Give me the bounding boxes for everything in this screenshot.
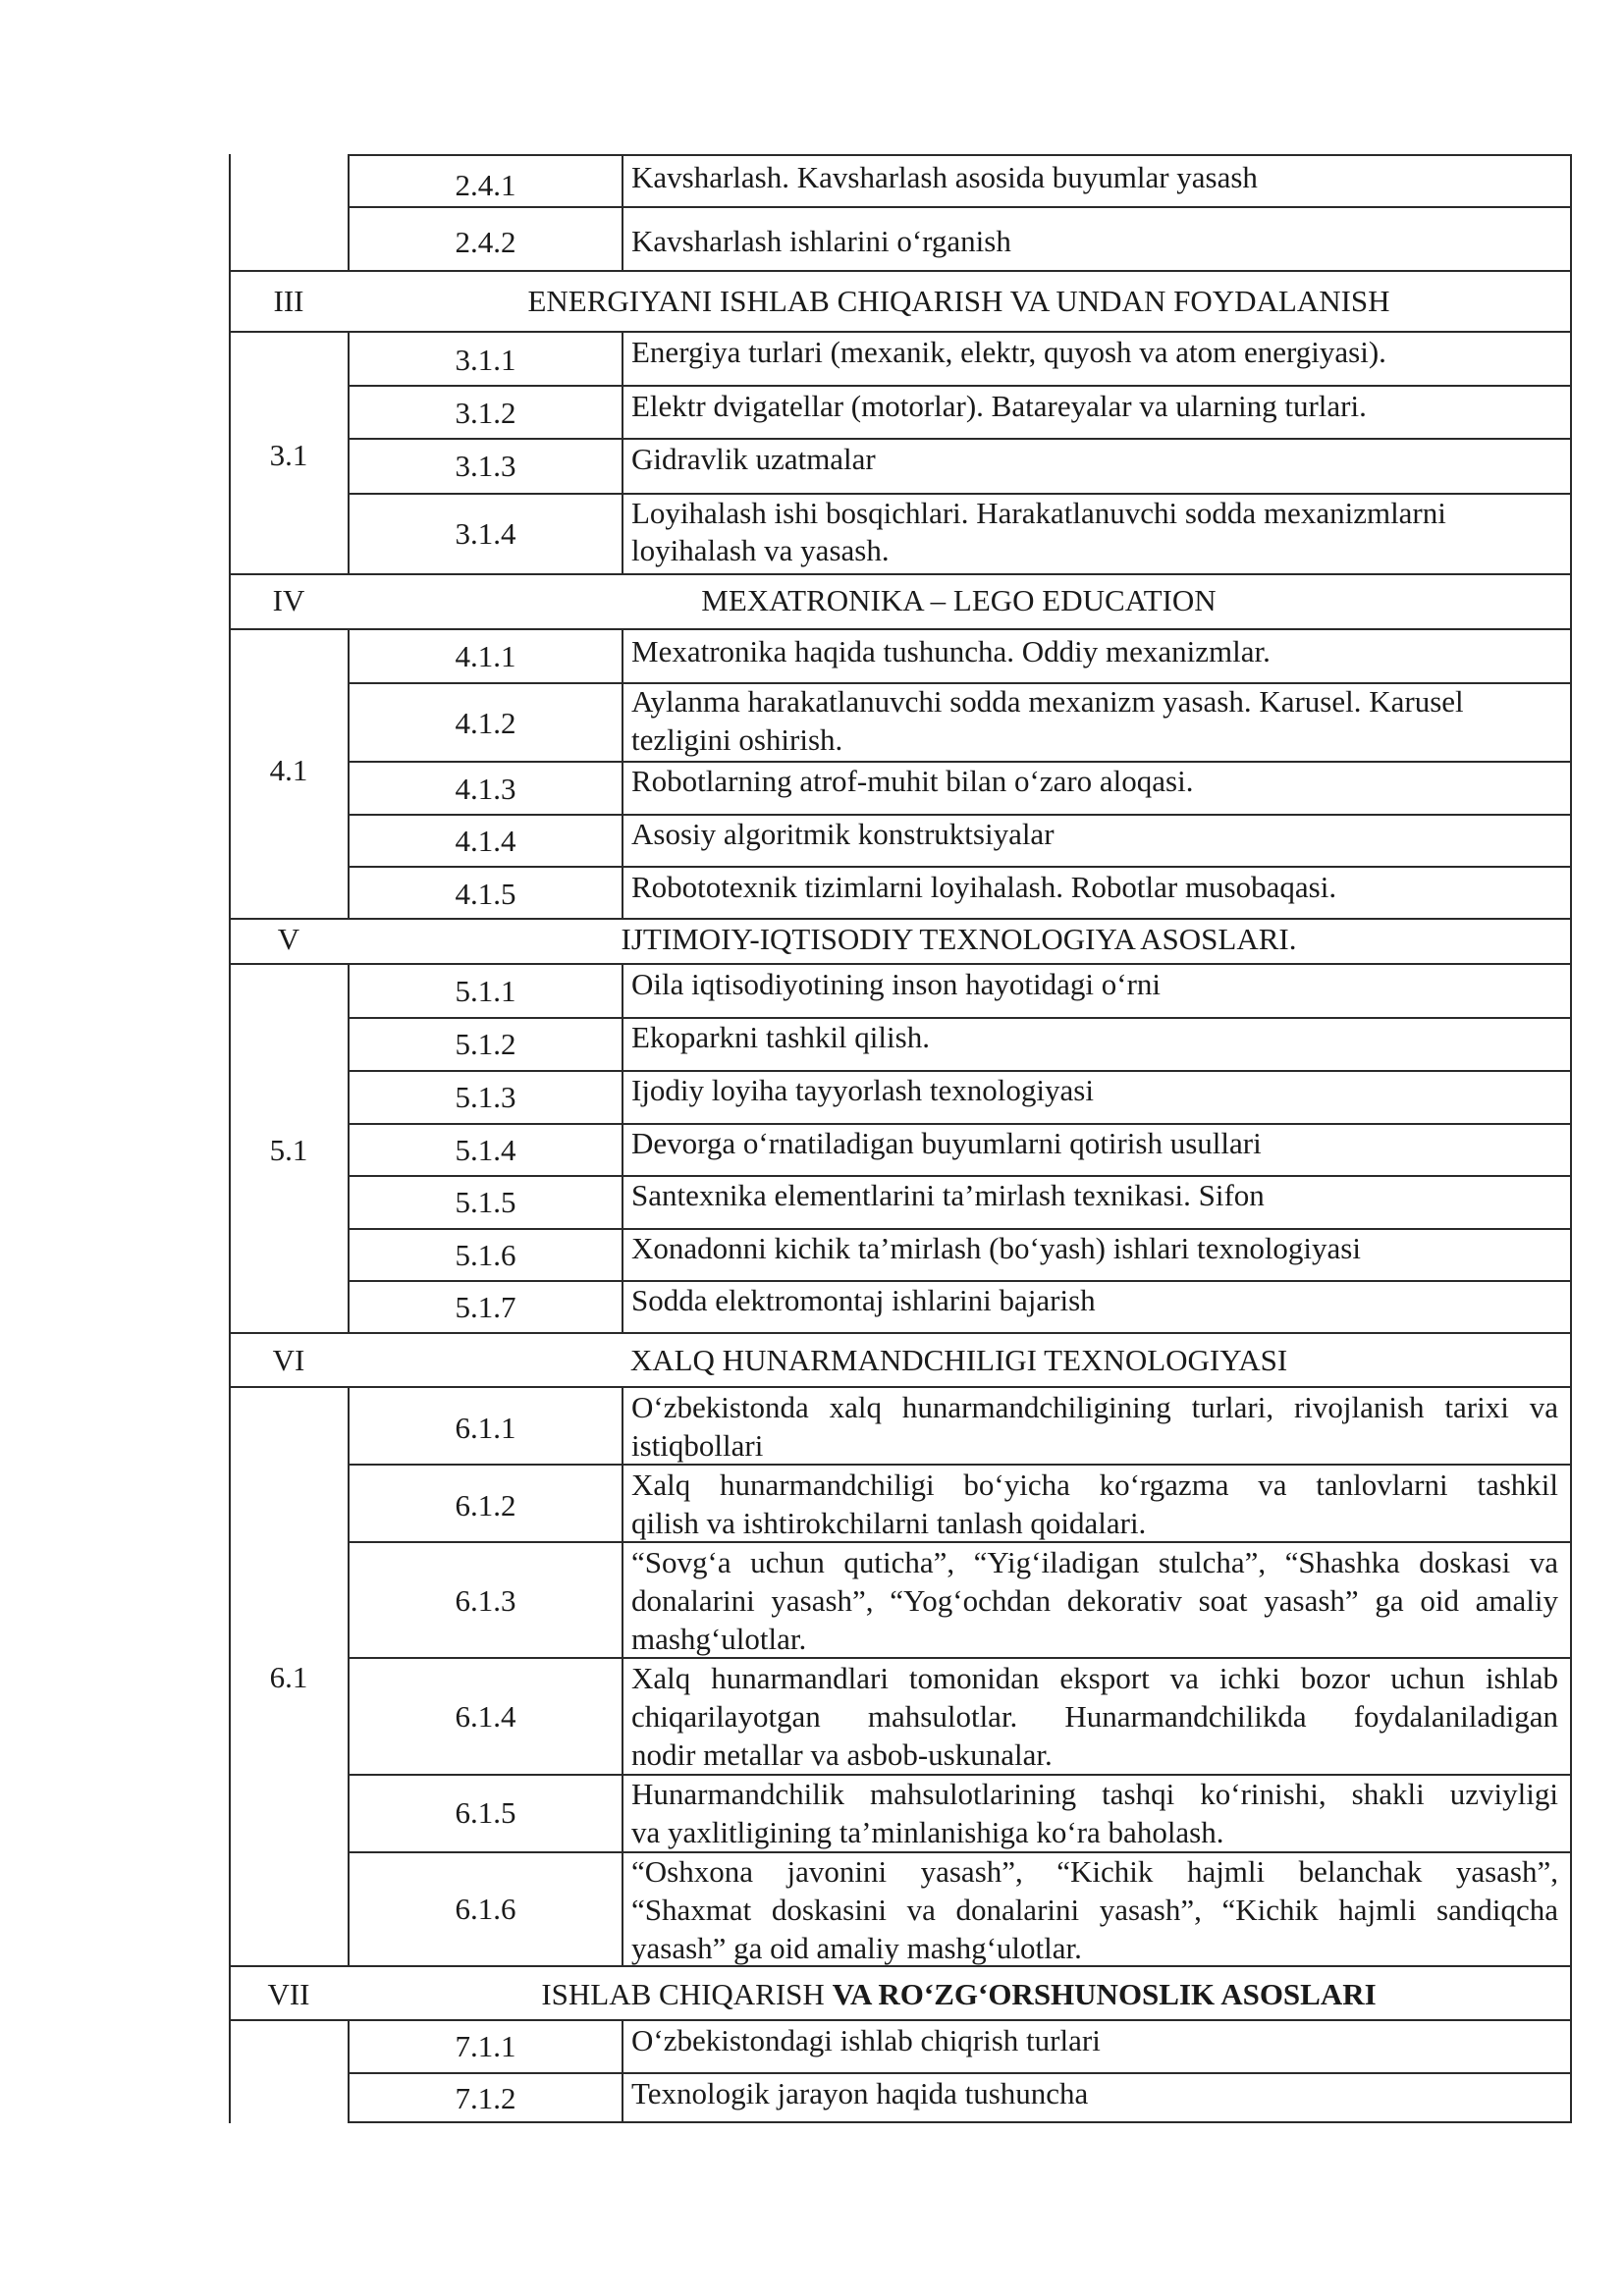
row-text-line: yasash” ga oid amaliy mashg‘ulotlar. <box>631 1931 1082 1965</box>
section-title: XALQ HUNARMANDCHILIGI TEXNOLOGIYASI <box>629 1343 1288 1377</box>
row-code: 7.1.1 <box>455 2029 516 2063</box>
row-text-line: mashg‘ulotlar. <box>631 1622 807 1656</box>
row-text-line: donalarini yasash”, “Yog‘ochdan dekorativ soat yasash” ga oid amaliy <box>631 1583 1558 1618</box>
row-text: Kavsharlash. Kavsharlash asosida buyumlar yasash <box>631 160 1258 194</box>
row-text: Kavsharlash ishlarini o‘rganish <box>631 224 1011 258</box>
row-code: 5.1.7 <box>455 1290 516 1324</box>
table-rule <box>348 154 1572 156</box>
row-text: Gidravlik uzatmalar <box>631 442 876 476</box>
row-text-line: qilish va ishtirokchilarni tanlash qoidalari. <box>631 1506 1147 1540</box>
table-rule <box>229 1332 1572 1334</box>
row-text-line: O‘zbekistonda xalq hunarmandchiligining turlari, rivojlanish tarixi va <box>631 1390 1558 1424</box>
row-text: Oila iqtisodiyotining inson hayotidagi o‘rni <box>631 967 1162 1001</box>
row-code: 3.1.3 <box>455 449 516 483</box>
row-code: 5.1.5 <box>455 1185 516 1219</box>
table-rule <box>348 1386 350 1967</box>
curriculum-table <box>229 154 1574 2123</box>
table-rule <box>1570 154 1572 2123</box>
row-code: 5.1.2 <box>455 1027 516 1061</box>
row-text-line: va yaxlitligining ta’minlanishiga ko‘ra baholash. <box>631 1815 1224 1849</box>
section-number: IV <box>272 583 305 617</box>
table-rule <box>229 573 1572 575</box>
row-text-line: “Sovg‘a uchun quticha”, “Yig‘iladigan stulcha”, “Shashka doskasi va <box>631 1545 1558 1579</box>
row-text-line: istiqbollari <box>631 1428 764 1463</box>
row-code: 5.1.1 <box>455 974 516 1008</box>
row-code: 6.1.1 <box>455 1411 516 1445</box>
row-text: Mexatronika haqida tushuncha. Oddiy mexanizmlar. <box>631 634 1271 668</box>
row-text: Ekoparkni tashkil qilish. <box>631 1020 930 1054</box>
row-text: O‘zbekistondagi ishlab chiqrish turlari <box>631 2023 1101 2057</box>
row-text <box>631 494 1558 569</box>
section-title-plain: ISHLAB CHIQARISH <box>541 1977 833 2011</box>
row-code: 4.1.1 <box>455 639 516 673</box>
section-number: VII <box>267 1977 310 2011</box>
row-text: Texnologik jarayon haqida tushuncha <box>631 2076 1089 2110</box>
section-title <box>348 1975 1570 2013</box>
row-text <box>631 682 1558 759</box>
section-title: IJTIMOIY-IQTISODIY TEXNOLOGIYA ASOSLARI. <box>621 922 1297 956</box>
row-text: Sodda elektromontaj ishlarini bajarish <box>631 1283 1096 1317</box>
subsection-number: 5.1 <box>269 1133 308 1167</box>
section-title: ENERGIYANI ISHLAB CHIQARISH VA UNDAN FOYDALANISH <box>527 284 1390 318</box>
row-code: 6.1.6 <box>455 1892 516 1926</box>
row-text-line: loyihalash va yasash. <box>631 533 890 567</box>
table-rule <box>229 270 1572 272</box>
row-text-line: Hunarmandchilik mahsulotlarining tashqi ko‘rinishi, shakli uzviyligi <box>631 1777 1558 1811</box>
row-text-line: tezligini oshirish. <box>631 722 843 757</box>
row-text-line: chiqarilayotgan mahsulotlar. Hunarmandchilikda foydalaniladigan <box>631 1699 1558 1734</box>
table-rule <box>622 1386 623 1967</box>
row-code: 3.1.2 <box>455 396 516 430</box>
row-text-line: Xalq hunarmandlari tomonidan eksport va ichki bozor uchun ishlab <box>631 1661 1558 1695</box>
section-number: V <box>277 922 300 956</box>
row-code: 3.1.1 <box>455 343 516 377</box>
row-code: 5.1.3 <box>455 1080 516 1114</box>
table-rule <box>229 628 1572 630</box>
row-text: Xonadonni kichik ta’mirlash (bo‘yash) ishlari texnologiyasi <box>631 1231 1361 1265</box>
row-text: Energiya turlari (mexanik, elektr, quyosh va atom energiyasi). <box>631 335 1386 369</box>
section-title-bold: VA RO‘ZG‘ORSHUNOSLIK ASOSLARI <box>832 1977 1377 2011</box>
table-rule <box>622 154 623 272</box>
table-rule <box>348 206 1572 208</box>
row-code: 5.1.4 <box>455 1133 516 1167</box>
row-code: 6.1.2 <box>455 1488 516 1522</box>
row-text-line: “Oshxona javonini yasash”, “Kichik hajmli belanchak yasash”, <box>631 1854 1558 1889</box>
row-code: 6.1.3 <box>455 1583 516 1618</box>
section-number: III <box>273 284 304 318</box>
row-text: Ijodiy loyiha tayyorlash texnologiyasi <box>631 1073 1094 1107</box>
row-code: 3.1.4 <box>455 516 516 551</box>
row-code: 2.4.1 <box>455 168 516 202</box>
subsection-number: 4.1 <box>269 753 308 787</box>
row-code: 4.1.2 <box>455 706 516 740</box>
row-text: Elektr dvigatellar (motorlar). Batareyalar va ularning turlari. <box>631 389 1367 423</box>
row-text-line: Xalq hunarmandchiligi bo‘yicha ko‘rgazma va tanlovlarni tashkil <box>631 1468 1558 1502</box>
row-code: 6.1.5 <box>455 1795 516 1830</box>
row-text: Devorga o‘rnatiladigan buyumlarni qotirish usullari <box>631 1126 1262 1160</box>
row-text-line: Loyihalash ishi bosqichlari. Harakatlanuvchi sodda mexanizmlarni <box>631 496 1446 530</box>
row-code: 5.1.6 <box>455 1238 516 1272</box>
row-code: 7.1.2 <box>455 2081 516 2115</box>
row-text <box>631 1466 1558 1542</box>
row-code: 6.1.4 <box>455 1699 516 1734</box>
row-code: 4.1.3 <box>455 772 516 806</box>
section-number: VI <box>272 1343 305 1377</box>
table-rule <box>622 628 623 920</box>
row-text: Robotlarning atrof-muhit bilan o‘zaro aloqasi. <box>631 764 1194 798</box>
row-text <box>631 1852 1558 1967</box>
row-text <box>631 1659 1558 1774</box>
row-code: 4.1.4 <box>455 824 516 858</box>
row-text-line: “Shaxmat doskasini va donalarini yasash”, “Kichik hajmli sandiqcha <box>631 1893 1558 1927</box>
row-text: Santexnika elementlarini ta’mirlash texnikasi. Sifon <box>631 1178 1265 1212</box>
subsection-number: 6.1 <box>269 1660 308 1694</box>
row-text: Asosiy algoritmik konstruktsiyalar <box>631 817 1055 851</box>
row-text <box>631 1775 1558 1851</box>
row-text-line: Aylanma harakatlanuvchi sodda mexanizm yasash. Karusel. Karusel <box>631 684 1464 719</box>
row-text <box>631 1388 1558 1465</box>
row-code: 2.4.2 <box>455 225 516 259</box>
subsection-number: 3.1 <box>269 438 308 472</box>
section-title: MEXATRONIKA – LEGO EDUCATION <box>701 583 1217 617</box>
table-rule <box>622 2019 623 2123</box>
row-text <box>631 1543 1558 1658</box>
table-rule <box>229 154 231 2123</box>
table-rule <box>622 963 623 1334</box>
row-text-line: nodir metallar va asbob-uskunalar. <box>631 1737 1053 1772</box>
table-rule <box>622 331 623 575</box>
row-code: 4.1.5 <box>455 877 516 911</box>
table-rule <box>348 2121 1572 2123</box>
row-text: Robototexnik tizimlarni loyihalash. Robotlar musobaqasi. <box>631 870 1337 904</box>
